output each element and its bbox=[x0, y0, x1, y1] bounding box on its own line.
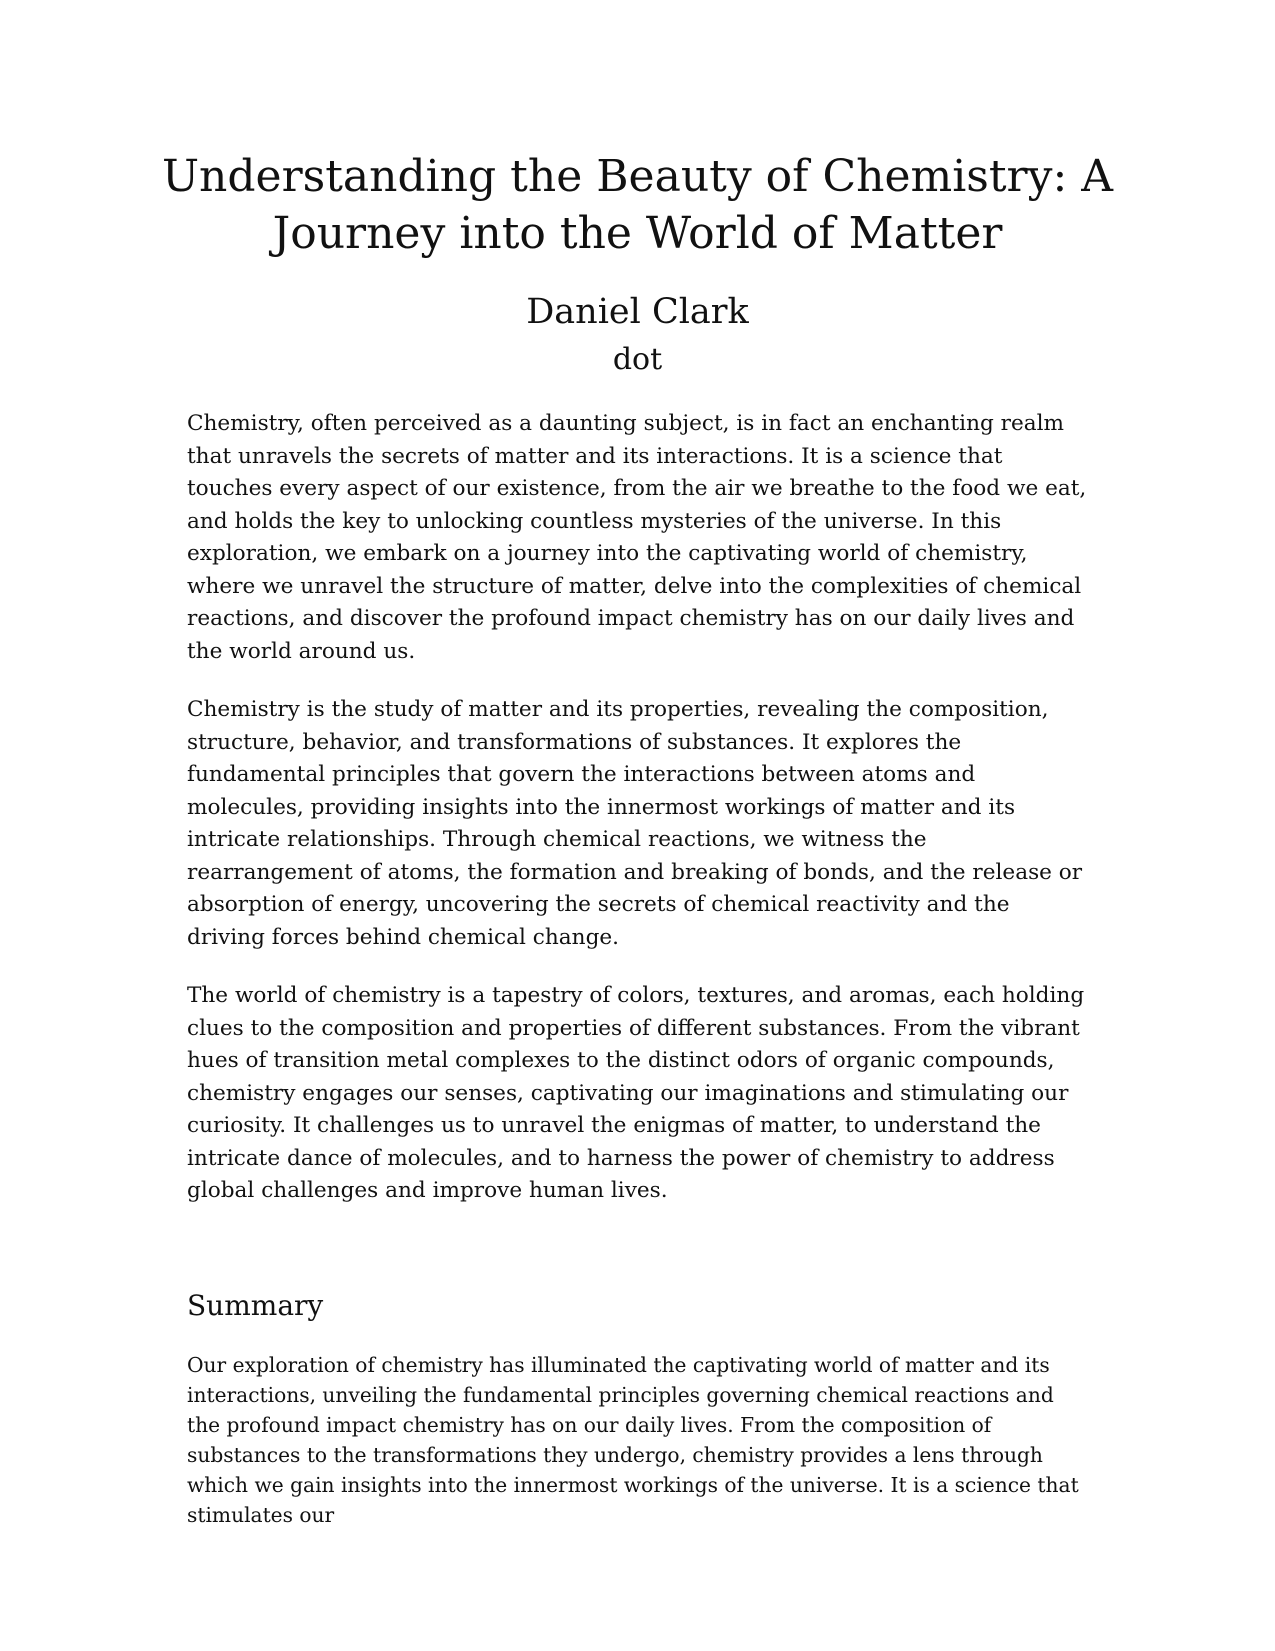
author-name: Daniel Clark bbox=[526, 292, 749, 332]
body-paragraph-3: The world of chemistry is a tapestry of colors, textures, and aromas, each holding clues to the composition and properties of different substances. From the vibrant hues of transition metal complexes to the distinct odors of organic compounds, chemistry engages our senses, captivating our imaginations and stimulating our curiosity. It challenges us to unravel the enigmas of matter, to understand the intricate dance of molecules, and to harness the power of chemistry to address global challenges and improve human lives. bbox=[187, 983, 1085, 1203]
body-paragraph-1: Chemistry, often perceived as a daunting subject, is in fact an enchanting realm that unravels the secrets of matter and its interactions. It is a science that touches every aspect of our existence, from the air we breathe to the food we eat, and holds the key to unlocking countless mysteries of the universe. In this exploration, we embark on a journey into the captivating world of chemistry, where we unravel the structure of matter, delve into the complexities of chemical reactions, and discover the profound impact chemistry has on our daily lives and the world around us. bbox=[187, 411, 1087, 664]
document-title: Understanding the Beauty of Chemistry: A Journey into the World of Matter bbox=[161, 151, 1114, 259]
summary-paragraph: Our exploration of chemistry has illuminated the captivating world of matter and its interactions, unveiling the fundamental principles governing chemical reactions and the profound impact chemistry has on our daily lives. From the composition of substances to the transformations they undergo, chemistry provides a lens through which we gain insights into the innermost workings of the universe. It is a science that stimulates our bbox=[187, 1353, 1079, 1527]
summary-heading: Summary bbox=[187, 1289, 324, 1322]
body-paragraph-2: Chemistry is the study of matter and its properties, revealing the composition, structure, behavior, and transformations of substances. It explores the fundamental principles that govern the interactions between atoms and molecules, providing insights into the innermost workings of matter and its intricate relationships. Through chemical reactions, we witness the rearrangement of atoms, the formation and breaking of bonds, and the release or absorption of energy, uncovering the secrets of chemical reactivity and the driving forces behind chemical change. bbox=[187, 697, 1083, 950]
author-affiliation: dot bbox=[612, 342, 663, 377]
